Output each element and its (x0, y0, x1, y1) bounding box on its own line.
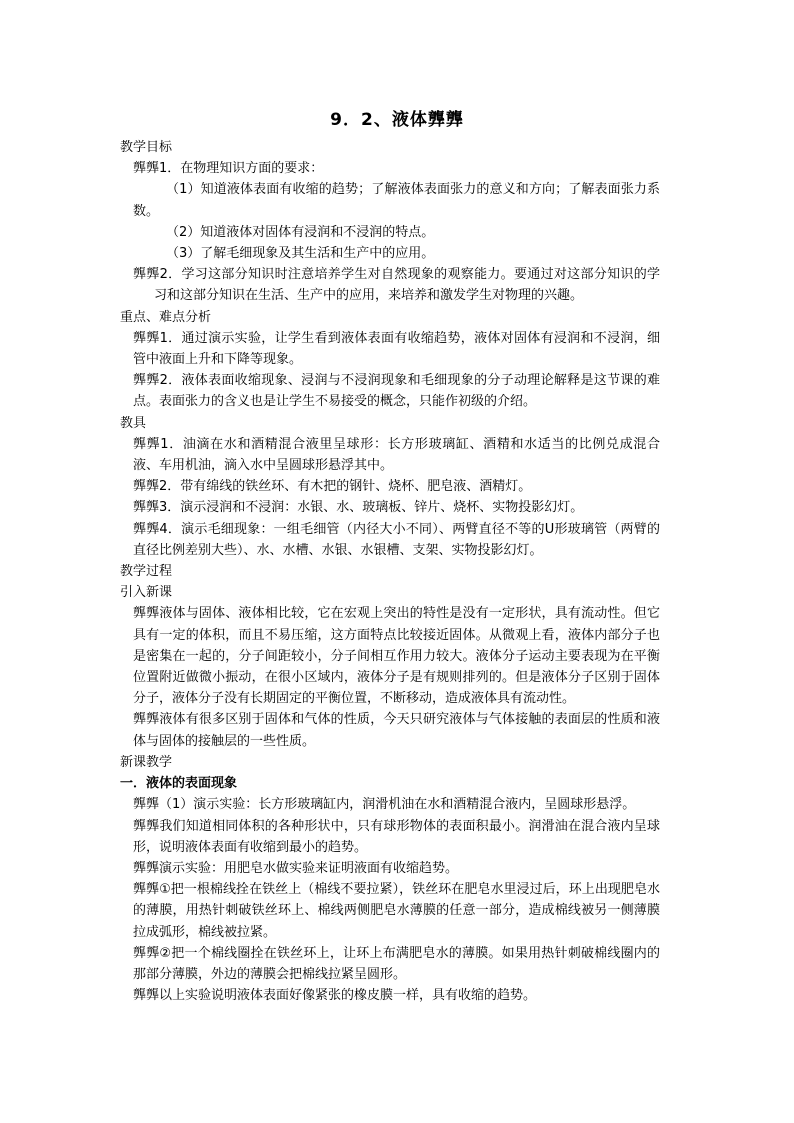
goal-subitem-3: （3）了解毛细现象及其生活和生产中的应用。 (166, 246, 435, 262)
keypoint-item-1: 龏龏1．通过演示实验，让学生看到液体表面有收缩趋势，液体对固体有浸润和不浸润，细管中液面上升和下降等现象。 (133, 330, 660, 368)
section-heading-process: 教学过程 (120, 564, 173, 580)
sphere-paragraph: 龏龏我们知道相同体积的各种形状中，只有球形物体的表面积最小。润滑油在混合液内呈球形，说明液体表面有收缩到最小的趋势。 (133, 818, 660, 855)
intro-paragraph-2: 龏龏液体有很多区别于固体和气体的性质，今天只研究液体与气体接触的表面层的性质和液体与固体的接触层的一些性质。 (133, 712, 660, 749)
tool-item-3: 龏龏3．演示浸润和不浸润：水银、水、玻璃板、锌片、烧杯、实物投影幻灯。 (133, 500, 584, 516)
tool-item-1: 龏龏1．油滴在水和酒精混合液里呈球形：长方形玻璃缸、酒精和水适当的比例兑成混合液、车用机油，滴入水中呈圆球形悬浮其中。 (133, 436, 660, 474)
section-heading-intro: 引入新课 (120, 585, 173, 601)
intro-paragraph-1: 龏龏液体与固体、液体相比较，它在宏观上突出的特性是没有一定形状，具有流动性。但它具有一定的体积，而且不易压缩，这方面特点比较接近固体。从微观上看，液体内部分子也是密集在一起的，分子间距较小，分子间相互作用力较大。液体分子运动主要表现为在平衡位置附近做微小振动，在很小区域内，液体分子是有规则排列的。但是液体分子区别于固体分子，液体分子没有长期固定的平衡位置，不断移动，造成液体具有流动性。 (133, 606, 660, 707)
tool-item-2: 龏龏2．带有绵线的铁丝环、有木把的钢针、烧杯、肥皂液、酒精灯。 (133, 479, 532, 495)
goal-subitem-2: （2）知道液体对固体有浸润和不浸润的特点。 (166, 224, 435, 240)
document-body (120, 137, 660, 1006)
conclusion-paragraph: 龏龏以上实验说明液体表面好像紧张的橡皮膜一样，具有收缩的趋势。 (133, 988, 537, 1004)
experiment-paragraph-1: 龏龏①把一根棉线拴在铁丝上（棉线不要拉紧），铁丝环在肥皂水里浸过后，环上出现肥皂水的薄膜，用热针刺破铁丝环上、棉线两侧肥皂水薄膜的任意一部分，造成棉线被另一侧薄膜拉成弧形，棉线被拉紧。 (133, 882, 660, 940)
soap-demo-paragraph: 龏龏演示实验：用肥皂水做实验来证明液面有收缩趋势。 (133, 860, 459, 876)
section-heading-keypoints: 重点、难点分析 (120, 309, 212, 325)
experiment-paragraph-2: 龏龏②把一个棉线圈拴在铁丝环上，让环上布满肥皂水的薄膜。如果用热针刺破棉线圈内的那部分薄膜，外边的薄膜会把棉线拉紧呈圆形。 (133, 945, 660, 982)
goal-item-1: 龏龏1．在物理知识方面的要求： (133, 161, 324, 177)
goal-subitem-1: （1）知道液体表面有收缩的趋势；了解液体表面张力的意义和方向；了解表面张力系数。 (133, 182, 660, 219)
goal-item-2: 龏龏2．学习这部分知识时注意培养学生对自然现象的观察能力。要通过对这部分知识的学习和这部分知识在生活、生产中的应用，来培养和激发学生对物理的兴趣。 (133, 267, 660, 304)
section-heading-goals: 教学目标 (120, 140, 173, 155)
part-heading-surface: 一．液体的表面现象 (120, 776, 238, 792)
section-heading-tools: 教具 (120, 415, 147, 431)
keypoint-item-2: 龏龏2．液体表面收缩现象、浸润与不浸润现象和毛细现象的分子动理论解释是这节课的难点。表面张力的含义也是让学生不易接受的概念，只能作初级的介绍。 (133, 373, 660, 410)
page-title: 9．2、液体龏龏 (330, 110, 464, 130)
section-heading-new-lesson: 新课教学 (120, 754, 173, 770)
tool-item-4: 龏龏4．演示毛细现象：一组毛细管（内径大小不同）、两臂直径不等的U形玻璃管（两臂的直径比例差别大些）、水、水槽、水银、水银槽、支架、实物投影幻灯。 (133, 521, 660, 558)
demo-paragraph-1: 龏龏（1）演示实验：长方形玻璃缸内，润滑机油在水和酒精混合液内，呈圆球形悬浮。 (133, 797, 636, 813)
